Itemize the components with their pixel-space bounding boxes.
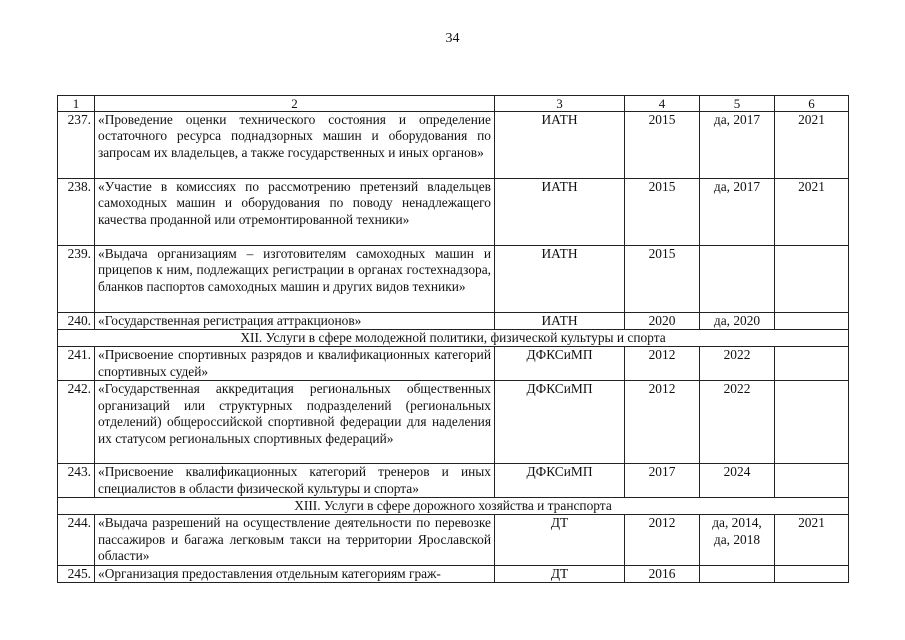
service-col6 xyxy=(775,565,849,582)
row-number: 244. xyxy=(58,515,95,565)
service-org: ИАТН xyxy=(495,179,625,246)
service-col5: да, 2017 xyxy=(700,179,775,246)
service-col5: 2024 xyxy=(700,464,775,498)
service-col4: 2012 xyxy=(625,515,700,565)
service-col4: 2015 xyxy=(625,246,700,313)
section-heading-youth-sport: XII. Услуги в сфере молодежной политики, физической культуры и спорта xyxy=(58,330,849,347)
row-number: 240. xyxy=(58,313,95,330)
section-heading-row xyxy=(58,330,849,347)
service-name: «Участие в комиссиях по рассмотрению претензий владельцев самоходных машин и оборудования по поводу ненадлежащего качества проданной или отремонтированной техники» xyxy=(95,179,495,246)
table-row xyxy=(58,112,849,179)
service-col5: да, 2017 xyxy=(700,112,775,179)
service-col4: 2015 xyxy=(625,112,700,179)
header-cell: 4 xyxy=(625,96,700,112)
table-row xyxy=(58,246,849,313)
service-name: «Выдача организациям – изготовителям самоходных машин и прицепов к ним, подлежащих регистрации в органах гостехнадзора, бланков паспортов самоходных машин и других видов техники» xyxy=(95,246,495,313)
service-col5: да, 2014, да, 2018 xyxy=(700,515,775,565)
service-col6 xyxy=(775,313,849,330)
service-col6: 2021 xyxy=(775,179,849,246)
row-number: 237. xyxy=(58,112,95,179)
service-name: «Проведение оценки технического состояния и определение остаточного ресурса поднадзорных машин и оборудования по запросам их владельцев, а также государственных и иных органов» xyxy=(95,112,495,179)
service-col4: 2020 xyxy=(625,313,700,330)
service-col6 xyxy=(775,246,849,313)
service-col6 xyxy=(775,464,849,498)
service-name: «Присвоение квалификационных категорий тренеров и иных специалистов в области физической культуры и спорта» xyxy=(95,464,495,498)
row-number: 245. xyxy=(58,565,95,582)
service-org: ИАТН xyxy=(495,246,625,313)
service-org: ДФКСиМП xyxy=(495,464,625,498)
service-name: «Выдача разрешений на осуществление деятельности по перевозке пассажиров и багажа легковым такси на территории Ярославской области» xyxy=(95,515,495,565)
page-number: 34 xyxy=(445,31,460,46)
service-col4: 2012 xyxy=(625,347,700,381)
service-col5: 2022 xyxy=(700,381,775,464)
header-cell: 6 xyxy=(775,96,849,112)
service-org: ДФКСиМП xyxy=(495,381,625,464)
service-col5: 2022 xyxy=(700,347,775,381)
services-table xyxy=(57,95,849,583)
service-org: ИАТН xyxy=(495,112,625,179)
service-org: ДТ xyxy=(495,515,625,565)
service-col4: 2015 xyxy=(625,179,700,246)
service-name: «Государственная аккредитация региональных общественных организаций или структурных подразделений (региональных отделений) общероссийской спортивной федерации для наделения их статусом региональных спортивных федераций» xyxy=(95,381,495,464)
header-cell: 2 xyxy=(95,96,495,112)
row-number: 238. xyxy=(58,179,95,246)
table-row xyxy=(58,179,849,246)
service-col4: 2017 xyxy=(625,464,700,498)
service-col6: 2021 xyxy=(775,515,849,565)
header-cell: 1 xyxy=(58,96,95,112)
service-org: ДТ xyxy=(495,565,625,582)
section-heading-road-transport: XIII. Услуги в сфере дорожного хозяйства и транспорта xyxy=(58,498,849,515)
service-col5 xyxy=(700,246,775,313)
service-name: «Организация предоставления отдельным категориям граж- xyxy=(95,565,495,582)
row-number: 242. xyxy=(58,381,95,464)
table-row xyxy=(58,381,849,464)
row-number: 241. xyxy=(58,347,95,381)
header-cell: 3 xyxy=(495,96,625,112)
table-header-row xyxy=(58,96,849,112)
table-row xyxy=(58,313,849,330)
header-cell: 5 xyxy=(700,96,775,112)
table-row xyxy=(58,515,849,565)
table-row xyxy=(58,565,849,582)
service-col4: 2016 xyxy=(625,565,700,582)
table-row xyxy=(58,347,849,381)
service-col4: 2012 xyxy=(625,381,700,464)
section-heading-row xyxy=(58,498,849,515)
service-name: «Присвоение спортивных разрядов и квалификационных категорий спортивных судей» xyxy=(95,347,495,381)
service-col6: 2021 xyxy=(775,112,849,179)
table-row xyxy=(58,464,849,498)
row-number: 243. xyxy=(58,464,95,498)
service-col6 xyxy=(775,381,849,464)
row-number: 239. xyxy=(58,246,95,313)
service-col5: да, 2020 xyxy=(700,313,775,330)
service-org: ИАТН xyxy=(495,313,625,330)
service-org: ДФКСиМП xyxy=(495,347,625,381)
service-col5 xyxy=(700,565,775,582)
service-name: «Государственная регистрация аттракционов» xyxy=(95,313,495,330)
service-col6 xyxy=(775,347,849,381)
